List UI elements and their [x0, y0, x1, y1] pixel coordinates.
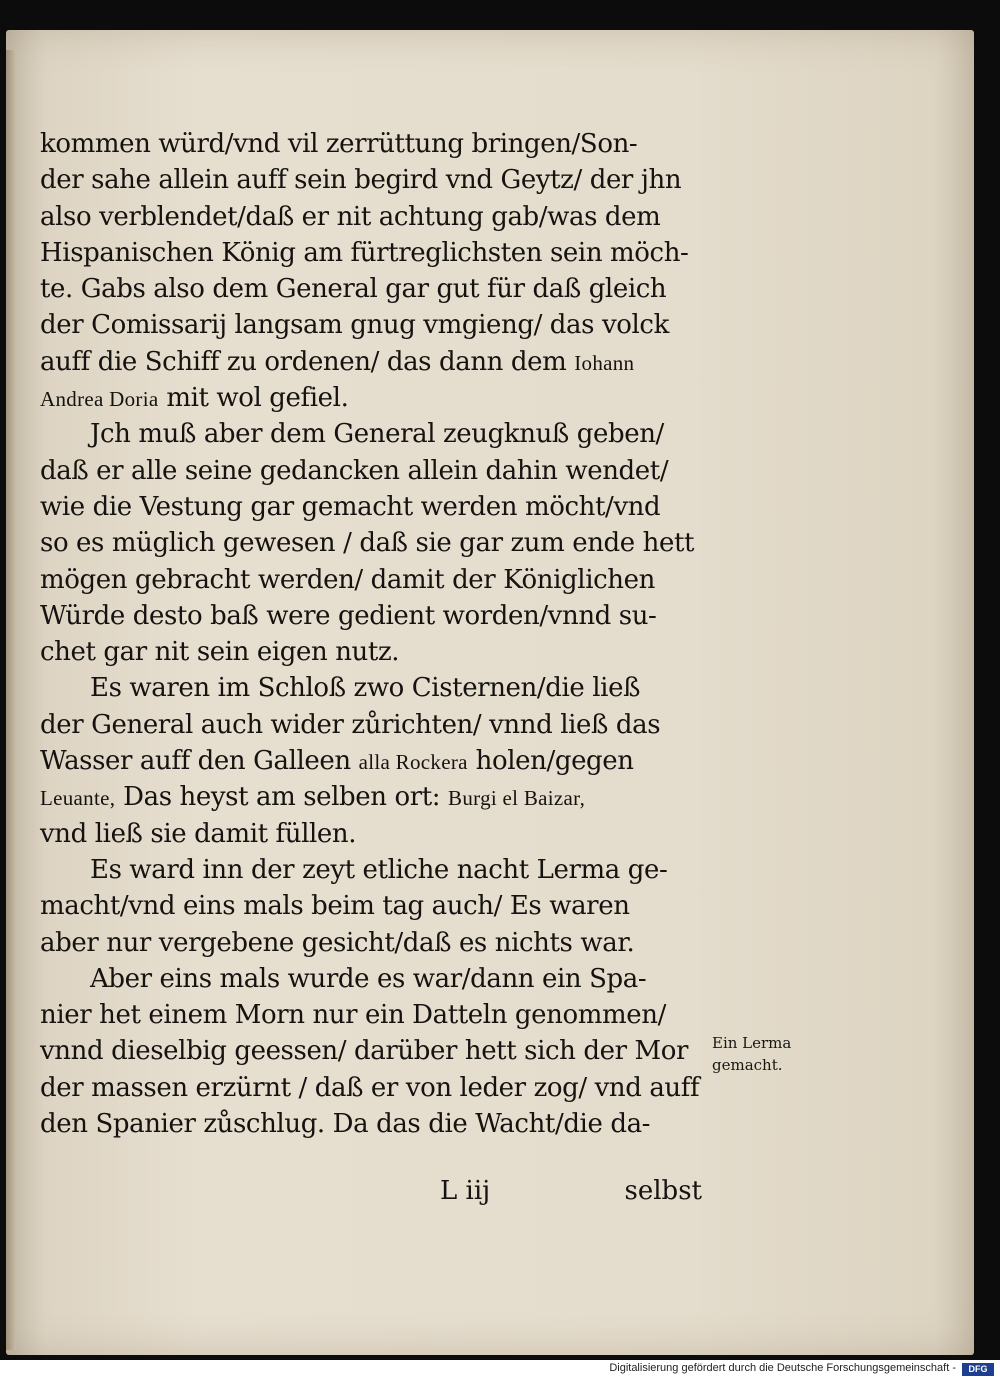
marginal-note-line: gemacht.	[712, 1056, 783, 1074]
text-line: der General auch wider zůrichten/ vnnd ließ das	[40, 709, 661, 740]
book-page	[6, 30, 974, 1355]
paragraph-start-line: Es ward inn der zeyt etliche nacht Lerma ge-	[90, 854, 668, 885]
text-line: Leuante, Das heyst am selben ort: Burgi el Baizar,	[40, 782, 586, 813]
text-line: Andrea Doria mit wol gefiel.	[40, 383, 349, 414]
text-line: der Comissarij langsam gnug vmgieng/ das volck	[40, 310, 669, 341]
catchword: selbst	[624, 1176, 702, 1206]
text-line: Würde desto baß were gedient worden/vnnd su-	[40, 600, 657, 631]
footer-bar	[0, 1360, 1000, 1379]
text-line: wie die Vestung gar gemacht werden möcht/vnd	[40, 491, 661, 522]
text-line: kommen würd/vnd vil zerrüttung bringen/Son-	[40, 129, 638, 159]
dfg-logo: DFG	[962, 1363, 994, 1376]
text-line: der sahe allein auff sein begird vnd Geytz/ der jhn	[40, 165, 682, 196]
text-line: also verblendet/daß er nit achtung gab/was dem	[40, 201, 661, 232]
text-line: Wasser auff den Galleen alla Rockera holen/gegen	[40, 746, 634, 777]
main-text-block	[40, 126, 720, 1142]
roman-name: Burgi el Baizar,	[448, 786, 586, 811]
text-line: chet gar nit sein eigen nutz.	[40, 637, 400, 668]
text-line: te. Gabs also dem General gar gut für daß gleich	[40, 274, 667, 305]
text-line: vnnd dieselbig geessen/ darüber hett sich der Mor	[40, 1036, 688, 1067]
signature-mark: L iij	[440, 1176, 491, 1206]
paragraph-start-line: Aber eins mals wurde es war/dann ein Spa-	[90, 963, 647, 994]
text-line: mögen gebracht werden/ damit der Königlichen	[40, 564, 655, 595]
text-line: nier het einem Morn nur ein Datteln genommen/	[40, 1000, 666, 1031]
text-line: Hispanischen König am fürtreglichsten sein möch-	[40, 237, 689, 268]
text-line: den Spanier zůschlug. Da das die Wacht/die da-	[40, 1109, 651, 1140]
text-line: der massen erzürnt / daß er von leder zog/ vnd auff	[40, 1072, 700, 1103]
page-foot	[40, 1176, 720, 1216]
roman-name: Leuante,	[40, 786, 116, 811]
text-line: aber nur vergebene gesicht/daß es nichts war.	[40, 927, 635, 958]
roman-name: alla Rockera	[358, 750, 468, 775]
marginal-note	[712, 1032, 842, 1076]
paragraph-start-line: Es waren im Schloß zwo Cisternen/die ließ	[90, 673, 641, 704]
page-gutter-shadow	[6, 50, 16, 1350]
text-line: so es müglich gewesen / daß sie gar zum ende hett	[40, 528, 695, 559]
text-line: macht/vnd eins mals beim tag auch/ Es waren	[40, 891, 630, 922]
roman-name: Andrea Doria	[40, 387, 159, 412]
roman-name: Iohann	[574, 350, 635, 375]
text-line: daß er alle seine gedancken allein dahin wendet/	[40, 455, 669, 486]
paragraph-start-line: Jch muß aber dem General zeugknuß geben/	[90, 419, 664, 450]
footer-credit: Digitalisierung gefördert durch die Deutsche Forschungsgemeinschaft -	[609, 1362, 956, 1374]
marginal-note-line: Ein Lerma	[712, 1034, 792, 1052]
text-line: auff die Schiff zu ordenen/ das dann dem Iohann	[40, 346, 635, 377]
text-line: vnd ließ sie damit füllen.	[40, 818, 357, 849]
